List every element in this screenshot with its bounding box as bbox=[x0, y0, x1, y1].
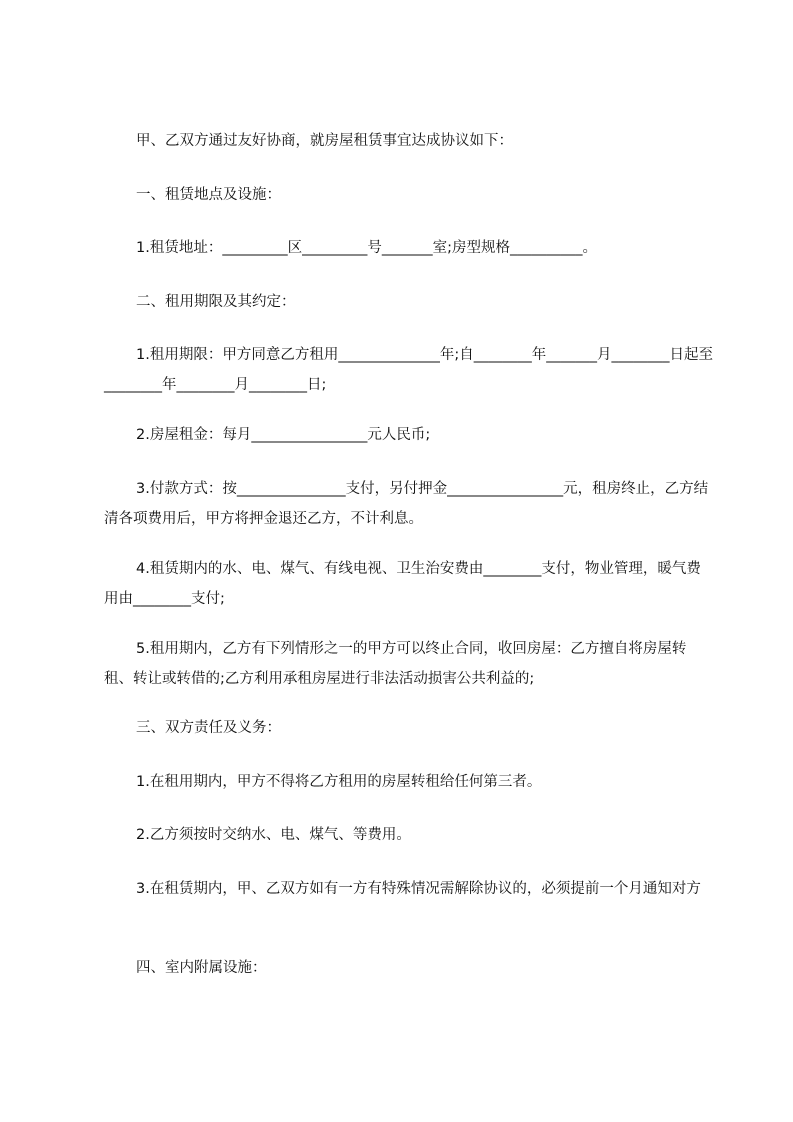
section-4-heading: 四、室内附属设施： bbox=[136, 960, 267, 976]
clause-3-1: 1.在租用期内，甲方不得将乙方租用的房屋转租给任何第三者。 bbox=[136, 774, 542, 790]
clause-2-5: 5.租用期内，乙方有下列情形之一的甲方可以终止合同，收回房屋：乙方擅自将房屋转租、转让或转借的;乙方利用承租房屋进行非法活动损害公共利益的; bbox=[104, 641, 687, 687]
intro-paragraph: 甲、乙双方通过友好协商，就房屋租赁事宜达成协议如下： bbox=[136, 133, 513, 149]
section-3-heading: 三、双方责任及义务： bbox=[136, 720, 281, 736]
clause-2-1: 1.租用期限：甲方同意乙方租用______________年;自________年_______月________日起至________年________月________日; bbox=[104, 347, 713, 393]
clause-3-3: 3.在租赁期内，甲、乙双方如有一方有特殊情况需解除协议的，必须提前一个月通知对方 bbox=[136, 881, 701, 897]
clause-1-1: 1.租赁地址：_________区_________号_______室;房型规格__________。 bbox=[136, 240, 597, 256]
clause-3-2: 2.乙方须按时交纳水、电、煤气、等费用。 bbox=[136, 827, 411, 843]
clause-2-4: 4.租赁期内的水、电、煤气、有线电视、卫生治安费由________支付，物业管理，暖气费用由________支付; bbox=[104, 561, 701, 607]
clause-2-2: 2.房屋租金：每月________________元人民币; bbox=[136, 427, 431, 443]
section-1-heading: 一、租赁地点及设施： bbox=[136, 187, 281, 203]
section-2-heading: 二、租用期限及其约定： bbox=[136, 294, 296, 310]
clause-2-3: 3.付款方式：按_______________支付，另付押金________________元，租房终止，乙方结清各项费用后，甲方将押金退还乙方，不计利息。 bbox=[104, 481, 709, 527]
